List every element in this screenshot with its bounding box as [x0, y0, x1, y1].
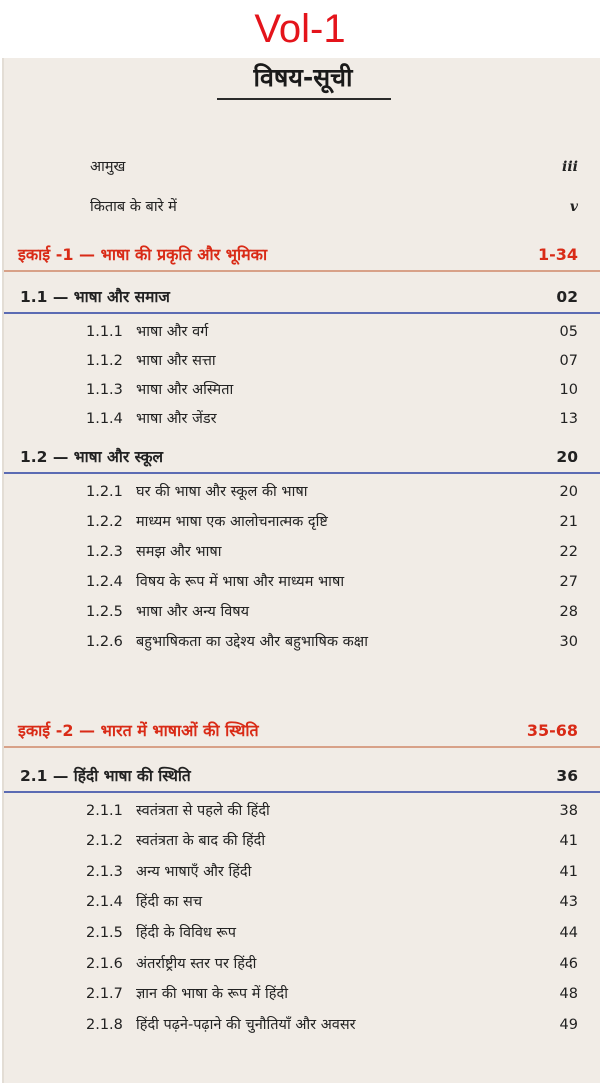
entry-page: 46: [559, 956, 578, 972]
entry-number: 2.1.4: [86, 894, 123, 910]
front-matter-row: [4, 152, 600, 182]
page-title: विषय-सूची: [253, 63, 353, 92]
unit-heading: [4, 716, 600, 748]
toc-entry: [4, 567, 600, 597]
entry-number: 2.1.1: [86, 803, 123, 819]
entry-page: iii: [562, 159, 578, 175]
toc-entry: [4, 627, 600, 657]
toc-entry: [4, 887, 600, 917]
entry-number: 2.1.7: [86, 986, 123, 1002]
entry-title: समझ और भाषा: [136, 544, 222, 560]
volume-label: Vol-1: [254, 7, 346, 51]
entry-title: हिंदी का सच: [136, 894, 203, 910]
entry-page: 07: [559, 353, 578, 369]
entry-title: अन्य भाषाएँ और हिंदी: [136, 864, 252, 880]
entry-page: 44: [559, 925, 578, 941]
entry-title: विषय के रूप में भाषा और माध्यम भाषा: [136, 574, 345, 590]
toc-entry: [4, 796, 600, 826]
entry-page: 28: [559, 604, 578, 620]
entry-page: v: [569, 199, 578, 215]
entry-number: 1.2.1: [86, 484, 123, 500]
section-heading: [4, 442, 600, 474]
entry-page: 41: [559, 864, 578, 880]
toc-entry: [4, 857, 600, 887]
toc-entry: [4, 404, 600, 434]
toc-entry: [4, 918, 600, 948]
toc-entry: [4, 949, 600, 979]
entry-page: 49: [559, 1017, 578, 1033]
entry-number: 1.1.4: [86, 411, 123, 427]
entry-number: 2.1.6: [86, 956, 123, 972]
entry-number: 1.1.1: [86, 324, 123, 340]
entry-title: अंतर्राष्ट्रीय स्तर पर हिंदी: [136, 956, 257, 972]
entry-title: माध्यम भाषा एक आलोचनात्मक दृष्टि: [136, 514, 328, 530]
toc-entry: [4, 979, 600, 1009]
toc-entry: [4, 826, 600, 856]
entry-page: 21: [559, 514, 578, 530]
entry-number: 1.2.3: [86, 544, 123, 560]
title-underline: [217, 98, 391, 100]
entry-title: भाषा और जेंडर: [136, 411, 217, 427]
section-heading: [4, 761, 600, 793]
toc-entry: [4, 375, 600, 405]
section-page: 36: [556, 767, 578, 785]
entry-number: 1.2.5: [86, 604, 123, 620]
toc-entry: [4, 477, 600, 507]
entry-page: 27: [559, 574, 578, 590]
entry-number: 1.2.6: [86, 634, 123, 650]
entry-title: भाषा और वर्ग: [136, 324, 209, 340]
unit-title: इकाई -2 — भारत में भाषाओं की स्थिति: [18, 721, 259, 740]
entry-page: 38: [559, 803, 578, 819]
section-title: 1.1 — भाषा और समाज: [20, 288, 170, 306]
section-title: 2.1 — हिंदी भाषा की स्थिति: [20, 767, 191, 785]
section-page: 02: [556, 288, 578, 306]
front-matter-row: [4, 192, 600, 222]
toc-entry: [4, 597, 600, 627]
entry-page: 43: [559, 894, 578, 910]
section-title: 1.2 — भाषा और स्कूल: [20, 448, 164, 466]
entry-number: 2.1.2: [86, 833, 123, 849]
entry-title: भाषा और अस्मिता: [136, 382, 234, 398]
toc-entry: [4, 507, 600, 537]
unit-pages: 1-34: [537, 245, 578, 264]
entry-page: 41: [559, 833, 578, 849]
entry-title: किताब के बारे में: [90, 199, 177, 215]
entry-title: हिंदी पढ़ने-पढ़ाने की चुनौतियाँ और अवसर: [136, 1017, 356, 1033]
entry-title: ज्ञान की भाषा के रूप में हिंदी: [136, 986, 288, 1002]
entry-page: 48: [559, 986, 578, 1002]
toc-entry: [4, 537, 600, 567]
entry-page: 13: [559, 411, 578, 427]
toc-entry: [4, 317, 600, 347]
section-page: 20: [556, 448, 578, 466]
entry-number: 2.1.8: [86, 1017, 123, 1033]
entry-page: 05: [559, 324, 578, 340]
unit-title: इकाई -1 — भाषा की प्रकृति और भूमिका: [18, 245, 268, 264]
entry-number: 2.1.3: [86, 864, 123, 880]
entry-title: स्वतंत्रता से पहले की हिंदी: [136, 803, 270, 819]
entry-page: 10: [559, 382, 578, 398]
entry-number: 1.2.4: [86, 574, 123, 590]
toc-entry: [4, 346, 600, 376]
entry-page: 30: [559, 634, 578, 650]
entry-title: घर की भाषा और स्कूल की भाषा: [136, 484, 308, 500]
entry-number: 1.1.2: [86, 353, 123, 369]
entry-number: 1.1.3: [86, 382, 123, 398]
entry-title: स्वतंत्रता के बाद की हिंदी: [136, 833, 266, 849]
entry-number: 1.2.2: [86, 514, 123, 530]
unit-pages: 35-68: [526, 721, 578, 740]
section-heading: [4, 282, 600, 314]
entry-title: आमुख: [90, 159, 126, 175]
entry-page: 20: [559, 484, 578, 500]
entry-title: बहुभाषिकता का उद्देश्य और बहुभाषिक कक्षा: [136, 634, 368, 650]
unit-heading: [4, 240, 600, 272]
toc-entry: [4, 1010, 600, 1040]
entry-page: 22: [559, 544, 578, 560]
entry-number: 2.1.5: [86, 925, 123, 941]
entry-title: भाषा और अन्य विषय: [136, 604, 250, 620]
entry-title: भाषा और सत्ता: [136, 353, 216, 369]
entry-title: हिंदी के विविध रूप: [136, 925, 236, 941]
toc-page: [2, 58, 600, 1083]
